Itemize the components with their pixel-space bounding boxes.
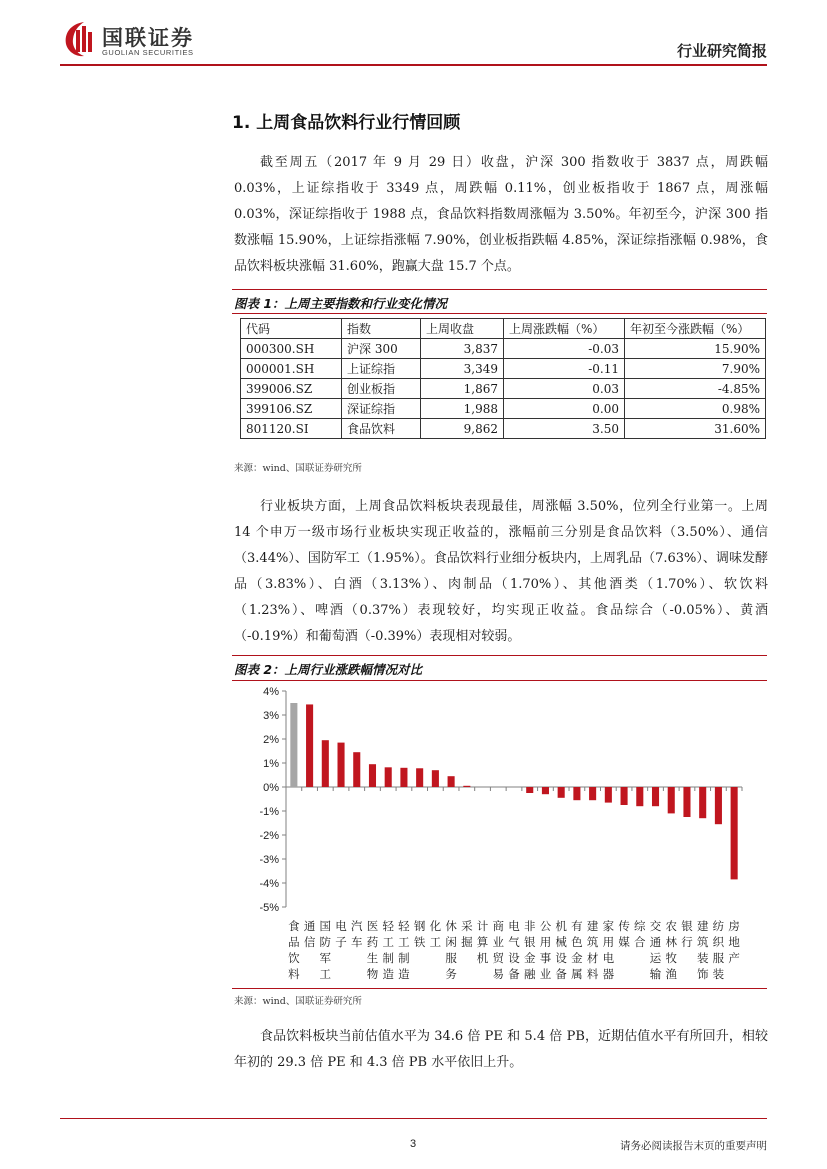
x-category-label: 交通运输 [649,919,662,981]
x-category-label: 计算机 [476,919,489,965]
x-category-label: 建筑材料 [586,919,599,981]
chart-top-rule [232,655,767,656]
y-tick-label: -2% [259,830,279,842]
table-cell: 1,867 [421,379,504,399]
bar [385,767,392,787]
bar [526,787,533,793]
bar [432,770,439,787]
table-cell: -4.85% [625,379,766,399]
table-cell: 0.98% [625,399,766,419]
x-category-label: 轻工制造 [398,919,410,981]
table-header-cell: 上周涨跌幅（%） [504,319,625,339]
table-cell: 15.90% [625,339,766,359]
bar [605,787,612,803]
table-cell: 000001.SH [241,359,342,379]
table-cell: 7.90% [625,359,766,379]
table-header-cell: 代码 [241,319,342,339]
x-category-label: 休闲服务 [445,919,457,981]
table-cell: 000300.SH [241,339,342,359]
bar [731,787,738,879]
chart-title-rule [232,680,767,681]
bar [652,787,659,806]
bar [337,743,344,787]
bar [621,787,628,805]
table-cell: 801120.SI [241,419,342,439]
bar [463,786,470,787]
x-category-label: 国防军工 [319,919,332,981]
sector-bar-chart [232,683,767,983]
x-category-label: 汽车 [351,919,363,949]
table-header-cell: 指数 [342,319,421,339]
table-row [241,419,766,439]
table1-source: 来源：wind、国联证券研究所 [234,463,362,474]
logo-mark-icon [62,20,96,58]
bar [558,787,565,798]
table-cell: 31.60% [625,419,766,439]
table-header-cell: 上周收盘 [421,319,504,339]
table-cell: 399106.SZ [241,399,342,419]
table-cell: 3,837 [421,339,504,359]
x-category-label: 非银金融 [523,919,536,981]
paragraph-market-review: 截至周五（2017 年 9 月 29 日）收盘，沪深 300 指数收于 3837 点，周跌幅 0.03%，上证综指收于 3349 点，周跌幅 0.11%，创业板指收于 1867 点，周涨幅 0.03%，深证综指收于 1988 点，食品饮料指数周涨幅为 3.50%。年初至今，沪深 300 指数涨幅 15.90%，上证综指涨幅 7.90%，创业板指跌幅 4.85%，深证综指涨幅 0.98%，食品饮料板块涨幅 31.60%，跑赢大盘 15.7 个点。 [234,155,768,274]
y-tick-label: -5% [259,902,279,914]
x-category-label: 电气设备 [508,919,520,981]
header-rule [60,64,767,66]
y-tick-label: -4% [259,878,279,890]
x-category-label: 房地产 [728,919,740,965]
table1-title-rule [232,313,767,314]
x-category-label: 机械设备 [555,919,567,981]
y-tick-label: -1% [259,806,279,818]
bar [668,787,675,813]
bar [636,787,643,806]
y-tick-label: 0% [263,782,279,794]
y-tick-label: 4% [263,686,279,698]
y-tick-label: 1% [263,758,279,770]
x-category-label: 建筑装饰 [696,919,709,981]
table-cell: -0.11 [504,359,625,379]
table-row [241,399,766,419]
table-cell: 0.03 [504,379,625,399]
table-cell: 0.00 [504,399,625,419]
x-category-label: 采掘 [461,919,473,949]
table-cell: 沪深 300 [342,339,421,359]
footer-rule [60,1118,767,1119]
table-cell: 食品饮料 [342,419,421,439]
x-category-label: 电子 [335,919,347,949]
table-row [241,359,766,379]
table-cell: 上证综指 [342,359,421,379]
y-tick-label: -3% [259,854,279,866]
x-category-label: 公用事业 [539,919,552,981]
table1-top-rule [232,289,767,290]
bar [369,764,376,787]
paragraph-valuation: 食品饮料板块当前估值水平为 34.6 倍 PE 和 5.4 倍 PB，近期估值水平有所回升，相较年初的 29.3 倍 PE 和 4.3 倍 PB 水平依旧上升。 [234,1029,768,1070]
bar [416,768,423,787]
x-category-label: 商业贸易 [492,919,505,981]
table-cell: 3,349 [421,359,504,379]
paragraph-sector-review: 行业板块方面，上周食品饮料板块表现最佳，周涨幅 3.50%，位列全行业第一。上周 14 个申万一级市场行业板块实现正收益的，涨幅前三分别是食品饮料（3.50%）、通信（3.44%）、国防军工（1.95%）。食品饮料行业细分板块内，上周乳品（7.63%）、调味发酵品（3.83%）、白酒（3.13%）、肉制品（1.70%）、其他酒类（1.70%）、软饮料（1.23%）、啤酒（0.37%）表现较好，均实现正收益。食品综合（-0.05%）、黄酒（-0.19%）和葡萄酒（-0.39%）表现相对较弱。 [234,499,768,644]
index-table [240,318,766,439]
bar [589,787,596,800]
logo-chinese-text: 国联证券 [102,26,194,50]
x-category-label: 综合 [634,919,646,949]
table1-title: 图表 1：上周主要指数和行业变化情况 [234,296,448,311]
x-category-label: 有色金属 [571,919,583,981]
table-row [241,379,766,399]
x-category-label: 通信 [303,919,316,949]
footer-disclaimer: 请务必阅读报告末页的重要声明 [620,1140,767,1152]
bar [400,768,407,787]
bar [448,776,455,787]
y-tick-label: 2% [263,734,279,746]
bar [322,740,329,787]
x-category-label: 轻工制造 [382,919,394,981]
company-logo [62,20,222,60]
x-category-label: 食品饮料 [288,919,300,981]
table-header-row [241,319,766,339]
x-category-label: 银行 [681,919,693,949]
table-row [241,339,766,359]
table-cell: 3.50 [504,419,625,439]
chart-title: 图表 2：上周行业涨跌幅情况对比 [234,662,423,677]
bar [715,787,722,824]
table-cell: 深证综指 [342,399,421,419]
x-category-label: 钢铁 [413,919,426,949]
x-category-label: 医药生物 [366,919,379,981]
table-cell: 创业板指 [342,379,421,399]
x-category-label: 农林牧渔 [665,919,677,981]
bar [573,787,580,800]
bar [542,787,549,794]
bar [306,704,313,787]
page-number: 3 [410,1138,417,1150]
table-cell: 399006.SZ [241,379,342,399]
x-category-label: 纺织服装 [712,919,725,981]
x-category-label: 传媒 [618,919,630,949]
x-category-label: 家用电器 [602,919,615,981]
report-type: 行业研究简报 [676,42,767,60]
page-header [0,0,827,62]
bar [699,787,706,818]
chart-source: 来源：wind、国联证券研究所 [234,996,362,1007]
logo-english-text: GUOLIAN SECURITIES [102,48,194,57]
y-tick-label: 3% [263,710,279,722]
x-category-label: 化工 [429,919,442,949]
table-cell: 9,862 [421,419,504,439]
table-header-cell: 年初至今涨跌幅（%） [625,319,766,339]
bar [353,752,360,787]
section-title: 1. 上周食品饮料行业行情回顾 [232,113,461,133]
table-cell: 1,988 [421,399,504,419]
table-cell: -0.03 [504,339,625,359]
bar [683,787,690,817]
bar [290,703,297,787]
chart-bottom-rule [232,988,767,989]
